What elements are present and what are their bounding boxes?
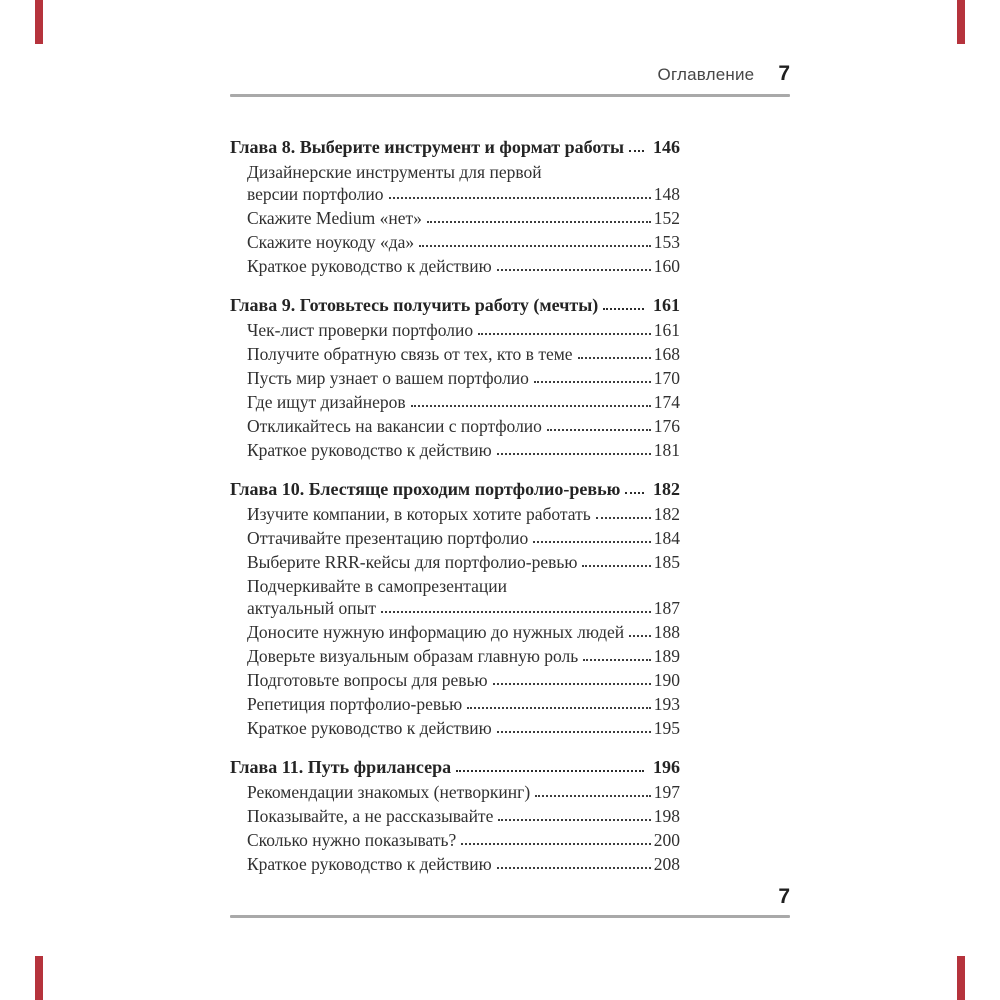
toc-item-text: Доверьте визуальным образам главную роль: [247, 646, 579, 666]
toc-item-row: [247, 853, 680, 875]
toc-item-text: Оттачивайте презентацию портфолио: [247, 528, 529, 548]
dot-leader: [389, 197, 651, 199]
toc-item: [230, 255, 680, 277]
dot-leader: [629, 635, 651, 637]
toc-item-page-number: 152: [653, 208, 680, 228]
toc-item-text: Репетиция портфолио-ревью: [247, 694, 463, 714]
toc-item: [230, 717, 680, 739]
toc-item-text: Где ищут дизайнеров: [247, 392, 406, 412]
chapter-page-number: 182: [653, 479, 680, 499]
toc-item-text: Подготовьте вопросы для ревью: [247, 670, 488, 690]
toc-item-page-number: 148: [653, 184, 680, 204]
dot-leader: [629, 150, 644, 152]
chapter-title: Глава 11. Путь фрилансера: [230, 757, 452, 777]
toc-item: [230, 645, 680, 667]
dot-leader: [497, 867, 651, 869]
toc-item: [230, 367, 680, 389]
toc-item-text: Краткое руководство к действию: [247, 854, 492, 874]
toc-item-page-number: 185: [653, 552, 680, 572]
dot-leader: [478, 333, 651, 335]
page-footer: [230, 885, 790, 918]
toc-item-row: [247, 527, 680, 549]
toc-item-row: [247, 645, 680, 667]
toc-item-row: [247, 391, 680, 413]
toc-item-row: [247, 231, 680, 253]
toc-item-text: Скажите Medium «нет»: [247, 208, 422, 228]
toc-chapter-heading: [230, 477, 680, 501]
page-edge-mark-top-left: [35, 0, 43, 44]
toc-item-text: Чек-лист проверки портфолио: [247, 320, 474, 340]
dot-leader: [625, 492, 644, 494]
toc-item-row: [247, 503, 680, 525]
toc-item-text: Показывайте, а не рассказывайте: [247, 806, 494, 826]
chapter-page-number: 146: [653, 137, 680, 157]
toc-item-page-number: 168: [653, 344, 680, 364]
dot-leader: [534, 381, 651, 383]
chapter-title: Глава 10. Блестяще проходим портфолио-ревью: [230, 479, 621, 499]
dot-leader: [381, 611, 651, 613]
toc-item: [230, 669, 680, 691]
toc-item: [230, 805, 680, 827]
toc-chapter: [230, 477, 680, 739]
dot-leader: [498, 819, 650, 821]
book-page: [230, 0, 790, 918]
toc-item: [230, 161, 680, 205]
toc-item-row: [247, 829, 680, 851]
toc-chapter: [230, 135, 680, 277]
toc-item: [230, 853, 680, 875]
toc-chapter-heading: [230, 135, 680, 159]
toc-item-page-number: 190: [653, 670, 680, 690]
toc-item-text: Рекомендации знакомых (нетворкинг): [247, 782, 531, 802]
toc-item: [230, 391, 680, 413]
toc-item: [230, 415, 680, 437]
toc-item-text: актуальный опыт: [247, 598, 376, 618]
toc-item-row: [247, 669, 680, 691]
toc-item-text: Дизайнерские инструменты для первой: [247, 162, 542, 182]
toc-item-page-number: 174: [653, 392, 680, 412]
toc-item: [230, 693, 680, 715]
toc-item: [230, 621, 680, 643]
toc-item-row: [247, 343, 680, 365]
chapter-title: Глава 9. Готовьтесь получить работу (мечты): [230, 295, 599, 315]
toc-item: [230, 231, 680, 253]
dot-leader: [578, 357, 651, 359]
header-page-number: 7: [778, 62, 790, 85]
toc-item: [230, 207, 680, 229]
toc-item-text: Краткое руководство к действию: [247, 440, 492, 460]
toc-item-page-number: 193: [653, 694, 680, 714]
toc-item-page-number: 197: [653, 782, 680, 802]
toc-item-text: Получите обратную связь от тех, кто в теме: [247, 344, 573, 364]
footer-page-number: 7: [778, 885, 790, 908]
chapter-page-number: 161: [653, 295, 680, 315]
toc-item-page-number: 170: [653, 368, 680, 388]
toc-item-text: Изучите компании, в которых хотите работать: [247, 504, 591, 524]
running-head: Оглавление: [657, 65, 755, 84]
header-rule: [230, 94, 790, 97]
toc-item-row: [247, 717, 680, 739]
toc-chapter-heading: [230, 293, 680, 317]
toc-item-page-number: 188: [653, 622, 680, 642]
page-header: [230, 62, 790, 86]
toc-item-text: Откликайтесь на вакансии с портфолио: [247, 416, 542, 436]
toc-item: [230, 343, 680, 365]
toc-item-text: Выберите RRR-кейсы для портфолио-ревью: [247, 552, 578, 572]
toc-item-page-number: 184: [653, 528, 680, 548]
toc: [230, 135, 680, 875]
toc-item: [230, 439, 680, 461]
dot-leader: [456, 770, 644, 772]
toc-item-text: Пусть мир узнает о вашем портфолио: [247, 368, 529, 388]
toc-item-page-number: 181: [653, 440, 680, 460]
toc-item-row: [247, 367, 680, 389]
footer-rule: [230, 915, 790, 918]
dot-leader: [497, 269, 651, 271]
toc-item-page-number: 176: [653, 416, 680, 436]
toc-item-page-number: 187: [653, 598, 680, 618]
toc-item: [230, 781, 680, 803]
toc-item-page-number: 182: [653, 504, 680, 524]
toc-item-page-number: 161: [653, 320, 680, 340]
toc-item-page-number: 160: [653, 256, 680, 276]
toc-item-row: [247, 183, 680, 205]
toc-item-text: Скажите ноукоду «да»: [247, 232, 415, 252]
toc-item-row: [247, 255, 680, 277]
toc-chapter: [230, 293, 680, 461]
toc-item: [230, 527, 680, 549]
dot-leader: [583, 659, 650, 661]
toc-chapter: [230, 755, 680, 875]
toc-item-row: [247, 597, 680, 619]
toc-item-page-number: 195: [653, 718, 680, 738]
dot-leader: [547, 429, 651, 431]
toc-item-row: [247, 207, 680, 229]
dot-leader: [419, 245, 651, 247]
dot-leader: [603, 308, 644, 310]
toc-item-page-number: 200: [653, 830, 680, 850]
chapter-title: Глава 8. Выберите инструмент и формат работы: [230, 137, 625, 157]
toc-item-text: версии портфолио: [247, 184, 384, 204]
toc-item: [230, 319, 680, 341]
toc-item: [230, 829, 680, 851]
toc-item-page-number: 189: [653, 646, 680, 666]
toc-item-row: [247, 805, 680, 827]
toc-item: [230, 503, 680, 525]
toc-item-page-number: 198: [653, 806, 680, 826]
toc-item-page-number: 153: [653, 232, 680, 252]
toc-item-text: Сколько нужно показывать?: [247, 830, 457, 850]
toc-item-text: Краткое руководство к действию: [247, 718, 492, 738]
page-edge-mark-top-right: [957, 0, 965, 44]
dot-leader: [411, 405, 651, 407]
page-edge-mark-bottom-left: [35, 956, 43, 1000]
toc-item-page-number: 208: [653, 854, 680, 874]
dot-leader: [535, 795, 651, 797]
toc-item-row: [247, 693, 680, 715]
dot-leader: [497, 453, 651, 455]
toc-item-row: [247, 439, 680, 461]
toc-chapter-heading: [230, 755, 680, 779]
toc-item-row: [247, 415, 680, 437]
dot-leader: [427, 221, 651, 223]
chapter-page-number: 196: [653, 757, 680, 777]
dot-leader: [467, 707, 651, 709]
toc-item-text: Подчеркивайте в самопрезентации: [247, 576, 508, 596]
page-edge-mark-bottom-right: [957, 956, 965, 1000]
dot-leader: [596, 517, 651, 519]
toc-item-row: [247, 319, 680, 341]
toc-item-text: Доносите нужную информацию до нужных людей: [247, 622, 625, 642]
toc-item: [230, 575, 680, 619]
toc-item-text: Краткое руководство к действию: [247, 256, 492, 276]
dot-leader: [493, 683, 651, 685]
toc-item-row: [247, 781, 680, 803]
dot-leader: [497, 731, 651, 733]
toc-item: [230, 551, 680, 573]
dot-leader: [533, 541, 650, 543]
dot-leader: [582, 565, 650, 567]
toc-item-row: [247, 551, 680, 573]
toc-item-row: [247, 621, 680, 643]
dot-leader: [461, 843, 650, 845]
